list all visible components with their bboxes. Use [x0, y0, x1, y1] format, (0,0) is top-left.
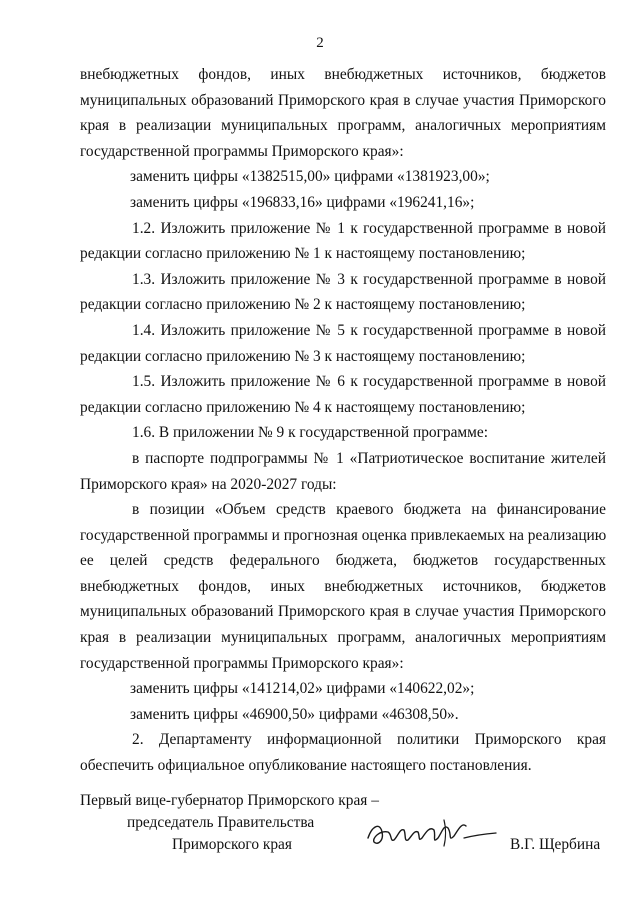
paragraph — [80, 676, 606, 702]
text-line: Приморского края» на 2020-2027 годы: — [80, 475, 337, 493]
text-line: 1.6. В приложении № 9 к государственной программе: — [132, 424, 489, 442]
text-line: редакции согласно приложению № 3 к настоящему постановлению; — [80, 347, 526, 365]
page-number: 2 — [316, 35, 324, 51]
paragraph — [80, 420, 606, 446]
paragraph — [80, 267, 606, 318]
text-line: муниципальных образований Приморского края в случае участия Приморского — [80, 91, 606, 109]
paragraph — [80, 702, 606, 728]
text-line: ее целей средств федерального бюджета, бюджетов государственных — [80, 552, 606, 570]
signatory-position: Приморского края — [172, 836, 292, 853]
paragraph — [80, 497, 606, 676]
text-line: внебюджетных фондов, иных внебюджетных источников, бюджетов — [80, 66, 606, 83]
text-line: заменить цифры «46900,50» цифрами «46308,50». — [130, 705, 459, 723]
text-line: редакции согласно приложению № 1 к настоящему постановлению; — [80, 245, 526, 263]
text-line: обеспечить официальное опубликование настоящего постановления. — [80, 757, 532, 775]
text-line: в позиции «Объем средств краевого бюджета на финансирование — [132, 501, 606, 519]
text-line: внебюджетных фондов, иных внебюджетных источников, бюджетов — [80, 577, 606, 595]
paragraph — [80, 727, 606, 778]
text-line: края в реализации муниципальных программ, аналогичных мероприятиям — [80, 117, 606, 135]
handwritten-signature — [360, 808, 500, 856]
text-line: в паспорте подпрограммы № 1 «Патриотическое воспитание жителей — [132, 449, 606, 467]
text-line: государственной программы и прогнозная оценка привлекаемых на реализацию — [80, 526, 607, 544]
paragraph — [80, 190, 606, 216]
text-line: 1.5. Изложить приложение № 6 к государственной программе в новой — [132, 373, 606, 391]
text-line: 2. Департаменту информационной политики Приморского края — [132, 731, 606, 749]
text-line: края в реализации муниципальных программ, аналогичных мероприятиям — [80, 629, 606, 647]
paragraph — [80, 216, 606, 267]
text-line: государственной программы Приморского края»: — [80, 142, 404, 160]
document-body — [80, 62, 606, 779]
text-line: заменить цифры «141214,02» цифрами «140622,02»; — [130, 680, 475, 698]
text-line: 1.2. Изложить приложение № 1 к государственной программе в новой — [132, 219, 606, 237]
paragraph — [80, 369, 606, 420]
signatory-name: В.Г. Щербина — [510, 836, 601, 853]
paragraph — [80, 62, 606, 164]
paragraph — [80, 446, 606, 497]
text-line: государственной программы Приморского края»: — [80, 654, 404, 672]
signatory-position: Первый вице-губернатор Приморского края – — [80, 792, 379, 809]
text-line: муниципальных образований Приморского края в случае участия Приморского — [80, 603, 606, 621]
signatory-position: председатель Правительства — [127, 814, 315, 831]
paragraph — [80, 164, 606, 190]
text-line: 1.3. Изложить приложение № 3 к государственной программе в новой — [132, 270, 606, 288]
text-line: редакции согласно приложению № 4 к настоящему постановлению; — [80, 398, 526, 416]
paragraph — [80, 318, 606, 369]
text-line: заменить цифры «196833,16» цифрами «196241,16»; — [130, 193, 475, 211]
text-line: редакции согласно приложению № 2 к настоящему постановлению; — [80, 296, 526, 314]
text-line: заменить цифры «1382515,00» цифрами «1381923,00»; — [130, 168, 490, 186]
text-line: 1.4. Изложить приложение № 5 к государственной программе в новой — [132, 321, 606, 339]
